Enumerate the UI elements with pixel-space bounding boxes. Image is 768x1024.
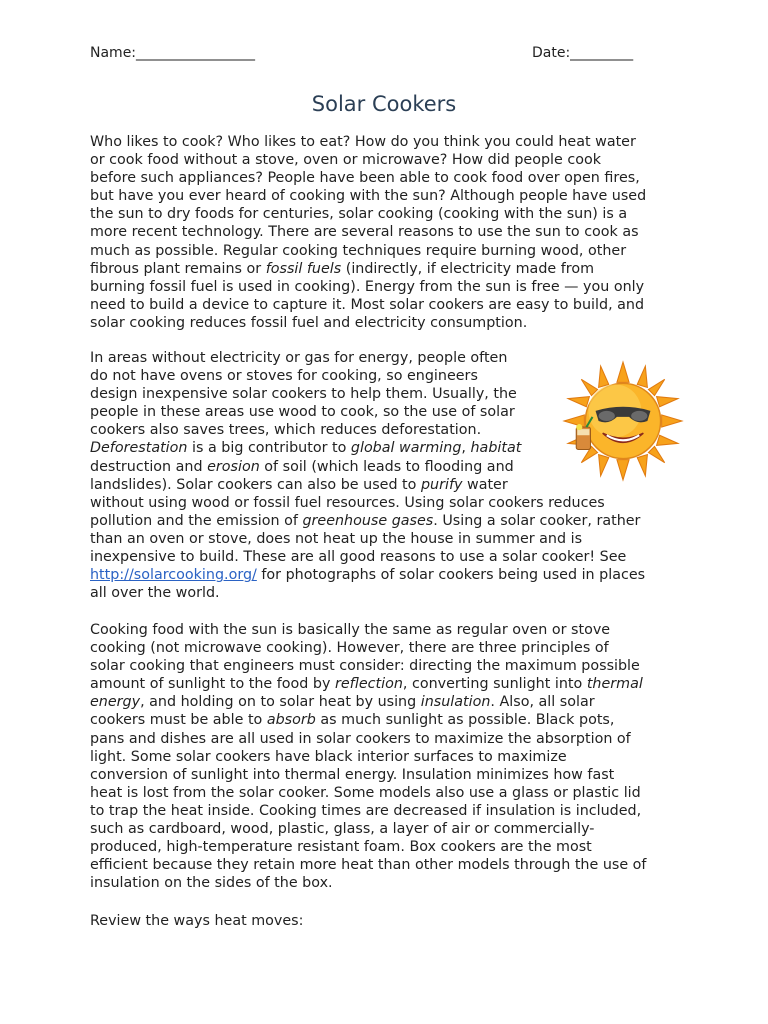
text-line bbox=[90, 476, 680, 494]
text-line bbox=[90, 675, 680, 693]
text-segment: water bbox=[462, 476, 508, 493]
text-line: all over the world. bbox=[90, 585, 220, 602]
text-segment: , converting sunlight into bbox=[402, 676, 587, 693]
text-line bbox=[90, 512, 680, 530]
text-line: much as possible. Regular cooking techniques require burning wood, other bbox=[90, 242, 627, 259]
text-segment: . Using a solar cooker, rather bbox=[433, 512, 641, 529]
text-line: light. Some solar cookers have black interior surfaces to maximize bbox=[90, 748, 567, 765]
text-line: insulation on the sides of the box. bbox=[90, 875, 333, 892]
text-segment: of soil (which leads to flooding and bbox=[259, 458, 514, 475]
text-line: do not have ovens or stoves for cooking, so engineers bbox=[90, 368, 478, 385]
text-segment: amount of sunlight to the food by bbox=[90, 676, 335, 693]
text-line: Cooking food with the sun is basically the same as regular oven or stove bbox=[90, 622, 611, 638]
text-line: solar cooking reduces fossil fuel and electricity consumption. bbox=[90, 314, 528, 331]
text-line: In areas without electricity or gas for energy, people often bbox=[90, 350, 508, 366]
text-line: efficient because they retain more heat than other models through the use of bbox=[90, 857, 647, 874]
text-line: pans and dishes are all used in solar cookers to maximize the absorption of bbox=[90, 730, 631, 747]
term-purify: purify bbox=[420, 476, 463, 493]
text-line bbox=[90, 458, 680, 476]
text-segment: fibrous plant remains or bbox=[90, 260, 266, 277]
text-line: to trap the heat inside. Cooking times are decreased if insulation is included, bbox=[90, 802, 642, 819]
text-line: the sun to dry foods for centuries, solar cooking (cooking with the sun) is a bbox=[90, 206, 628, 223]
text-line: need to build a device to capture it. Most solar cookers are easy to build, and bbox=[90, 296, 645, 313]
text-segment: destruction and bbox=[90, 458, 208, 475]
term-deforestation: Deforestation bbox=[90, 440, 188, 457]
text-line: more recent technology. There are several reasons to use the sun to cook as bbox=[90, 224, 639, 241]
text-segment: . Also, all solar bbox=[490, 694, 595, 711]
text-line: before such appliances? People have been able to cook food over open fires, bbox=[90, 170, 640, 187]
term-insulation: insulation bbox=[420, 694, 491, 711]
text-segment: , and holding on to solar heat by using bbox=[140, 694, 421, 711]
text-line: produced, high-temperature resistant foam. Box cookers are the most bbox=[90, 839, 592, 856]
paragraph-principles bbox=[90, 621, 680, 892]
paragraph-benefits bbox=[90, 349, 680, 602]
text-line: people in these areas use wood to cook, so the use of solar bbox=[90, 404, 515, 421]
text-segment: as much sunlight as possible. Black pots, bbox=[315, 712, 615, 729]
text-line: Review the ways heat moves: bbox=[90, 913, 304, 929]
text-line: burning fossil fuel is used in cooking). Energy from the sun is free — you only bbox=[90, 278, 645, 295]
term-erosion: erosion bbox=[207, 458, 260, 475]
term-global-warming: global warming bbox=[350, 440, 462, 457]
term-energy: energy bbox=[90, 694, 141, 711]
text-segment: (indirectly, if electricity made from bbox=[341, 260, 595, 277]
term-greenhouse-gases: greenhouse gases bbox=[302, 512, 434, 529]
paragraph-intro bbox=[90, 133, 680, 332]
text-line bbox=[90, 693, 680, 711]
text-line: inexpensive to build. These are all good reasons to use a solar cooker! See bbox=[90, 549, 627, 566]
text-segment: landslides). Solar cookers can also be used to bbox=[90, 476, 421, 493]
solarcooking-link[interactable]: http://solarcooking.org/ bbox=[90, 567, 257, 584]
text-segment: pollution and the emission of bbox=[90, 512, 303, 529]
text-line bbox=[90, 566, 680, 584]
text-line bbox=[90, 260, 680, 278]
paragraph-review bbox=[90, 912, 680, 930]
text-line: cookers also saves trees, which reduces deforestation. bbox=[90, 422, 482, 439]
text-line: solar cooking that engineers must consider: directing the maximum possible bbox=[90, 658, 640, 675]
text-line bbox=[90, 711, 680, 729]
text-line: such as cardboard, wood, plastic, glass, a layer of air or commercially- bbox=[90, 821, 595, 838]
text-line bbox=[90, 439, 680, 457]
text-line: cooking (not microwave cooking). However, there are three principles of bbox=[90, 640, 609, 657]
text-segment: cookers must be able to bbox=[90, 712, 267, 729]
text-line: conversion of sunlight into thermal energy. Insulation minimizes how fast bbox=[90, 766, 615, 783]
text-line: design inexpensive solar cookers to help them. Usually, the bbox=[90, 386, 517, 403]
text-segment: for photographs of solar cookers being used in places bbox=[256, 567, 646, 584]
text-segment: is a big contributor to bbox=[187, 440, 351, 457]
text-line: or cook food without a stove, oven or microwave? How did people cook bbox=[90, 152, 601, 169]
text-line: than an oven or stove, does not heat up the house in summer and is bbox=[90, 530, 583, 547]
term-habitat: habitat bbox=[470, 440, 522, 457]
term-fossil-fuels: fossil fuels bbox=[265, 260, 342, 277]
date-field[interactable]: Date:_________ bbox=[532, 45, 634, 61]
text-segment: , bbox=[461, 440, 471, 457]
name-field[interactable]: Name:_________________ bbox=[90, 45, 256, 61]
term-thermal: thermal bbox=[586, 676, 643, 693]
page-title: Solar Cookers bbox=[311, 92, 457, 116]
text-line: but have you ever heard of cooking with the sun? Although people have used bbox=[90, 188, 647, 205]
text-line: heat is lost from the solar cooker. Some models also use a glass or plastic lid bbox=[90, 784, 641, 801]
term-absorb: absorb bbox=[266, 712, 316, 729]
text-line: Who likes to cook? Who likes to eat? How do you think you could heat water bbox=[90, 134, 636, 150]
text-line: without using wood or fossil fuel resources. Using solar cookers reduces bbox=[90, 494, 605, 511]
term-reflection: reflection bbox=[334, 676, 403, 693]
